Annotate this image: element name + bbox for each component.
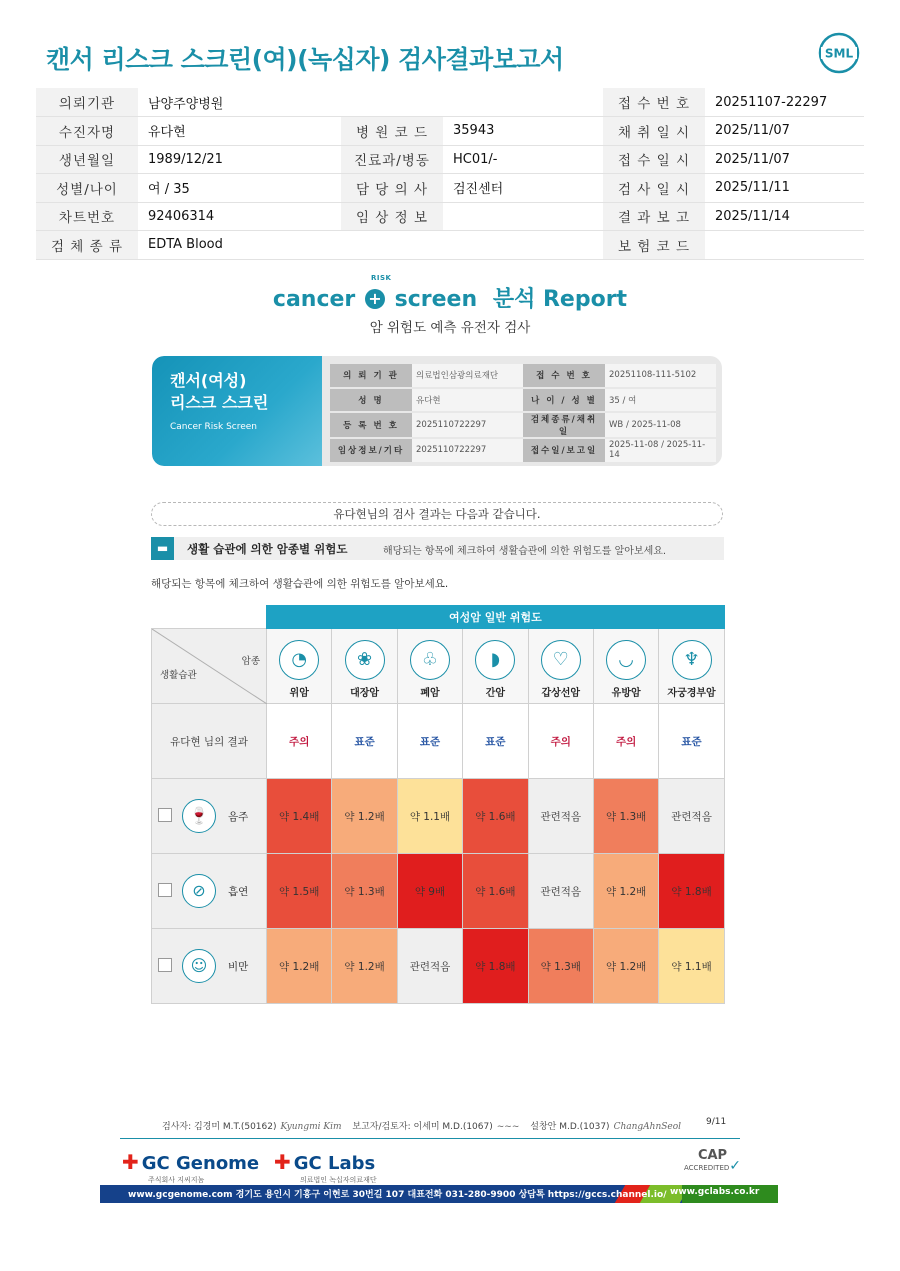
risk-value-cell: 약 1.2배	[332, 779, 397, 854]
tester-signature: Kyungmi Kim	[280, 1122, 342, 1132]
risk-value-cell: 약 1.3배	[528, 929, 593, 1004]
risk-value-cell: 관련적음	[528, 779, 593, 854]
card-row	[330, 439, 716, 462]
card-title-2: 리스크 스크린	[170, 393, 269, 412]
card-info-grid	[330, 362, 716, 464]
card-row	[330, 413, 716, 437]
risk-value-cell: 관련적음	[397, 929, 462, 1004]
result-row-label: 유다현 님의 결과	[152, 704, 267, 779]
info-value: 남양주양병원	[138, 88, 341, 117]
info-value: 2025/11/07	[705, 117, 864, 146]
info-label: 채 취 일 시	[603, 117, 705, 146]
footer-divider	[120, 1138, 740, 1139]
summary-card	[152, 356, 722, 466]
info-label: 검 사 일 시	[603, 174, 705, 203]
info-value: 35943	[443, 117, 603, 146]
section-description: 해당되는 항목에 체크하여 생활습관에 의한 위험도를 알아보세요.	[383, 546, 667, 557]
diagonal-header-cell	[152, 629, 267, 704]
cancer-name: 대장암	[350, 687, 380, 699]
habit-label-cell	[152, 779, 267, 854]
card-label: 성 명	[330, 389, 412, 412]
diag-top-label: 암종	[241, 656, 260, 667]
info-row	[36, 202, 864, 231]
cancer-name: 유방암	[611, 687, 641, 699]
footer-address: www.gcgenome.com 경기도 용인시 기흥구 이현로 30번길 107 대표전화 031-280-9900 상담톡 https://gccs.channel.io/	[128, 1190, 667, 1200]
risk-value-cell: 관련적음	[528, 854, 593, 929]
doctor-signature: ChangAhnSeol	[613, 1122, 682, 1132]
card-label: 임상정보/기타	[330, 439, 412, 462]
cancer-risk-screen-logo	[0, 274, 900, 313]
gc-genome-logo: ✚ GC Genome 주식회사 지씨지놈	[122, 1150, 260, 1184]
section-title: 생활 습관에 의한 암종별 위험도	[187, 542, 348, 556]
info-label: 의뢰기관	[36, 88, 138, 117]
info-value	[705, 231, 864, 260]
report-subtitle: 암 위험도 예측 유전자 검사	[369, 320, 531, 336]
smoking-icon: ⊘	[182, 874, 216, 908]
info-label: 임 상 정 보	[341, 202, 443, 231]
info-value: 유다현	[138, 117, 341, 146]
habit-checkbox[interactable]	[158, 958, 172, 972]
cap-accredited-logo	[684, 1150, 741, 1174]
cancer-header-6	[659, 629, 724, 704]
tester-text: 검사자: 김경미 M.T.(50162)	[162, 1122, 277, 1132]
card-title-en: Cancer Risk Screen	[170, 422, 258, 432]
habit-row	[152, 929, 725, 1004]
result-cell: 표준	[332, 704, 397, 779]
habit-checkbox[interactable]	[158, 808, 172, 822]
info-label: 접 수 번 호	[603, 88, 705, 117]
diag-bottom-label: 생활습관	[160, 670, 197, 681]
risk-value-cell: 약 1.8배	[463, 929, 528, 1004]
risk-value-cell: 약 1.3배	[332, 854, 397, 929]
cancer-header-0	[267, 629, 332, 704]
gc-genome-sub: 주식회사 지씨지놈	[148, 1176, 205, 1184]
card-label: 의 뢰 기 관	[330, 364, 412, 387]
card-label: 검체종류/채취일	[523, 413, 605, 437]
logo-cancer-text: cancer	[272, 287, 356, 312]
gc-cross-icon: ✚	[122, 1150, 139, 1174]
result-cell: 주의	[267, 704, 332, 779]
habit-name: 비만	[228, 961, 249, 973]
info-value: 92406314	[138, 202, 341, 231]
info-label: 검 체 종 류	[36, 231, 138, 260]
card-value: 의료법인삼광의료재단	[412, 364, 523, 387]
cancer-header-5	[593, 629, 658, 704]
result-cell: 표준	[397, 704, 462, 779]
info-label: 수진자명	[36, 117, 138, 146]
liver-icon: ◗	[475, 640, 515, 680]
logo-risk-text: RISK	[370, 274, 392, 282]
logo-screen-text: screen	[394, 287, 478, 312]
result-cell: 표준	[463, 704, 528, 779]
risk-table	[151, 605, 725, 1004]
info-value: 여 / 35	[138, 174, 341, 203]
habit-name: 흡연	[228, 886, 249, 898]
card-row	[330, 389, 716, 412]
result-cell: 주의	[593, 704, 658, 779]
info-value: 2025/11/11	[705, 174, 864, 203]
sml-logo	[818, 32, 860, 74]
info-row	[36, 231, 864, 260]
info-label: 보 험 코 드	[603, 231, 705, 260]
colon-icon: ❀	[345, 640, 385, 680]
info-value	[443, 231, 603, 260]
risk-value-cell: 약 1.5배	[267, 854, 332, 929]
check-icon: ✓	[729, 1158, 742, 1174]
card-label: 접수일/보고일	[523, 439, 605, 462]
info-value	[443, 202, 603, 231]
result-cell: 표준	[659, 704, 724, 779]
drink-icon: 🍷	[182, 799, 216, 833]
gc-labs-logo: ✚ GC Labs 의료법인 녹십자의료재단	[274, 1150, 377, 1184]
risk-value-cell: 약 1.4배	[267, 779, 332, 854]
risk-value-cell: 약 1.6배	[463, 779, 528, 854]
card-title-panel	[152, 356, 322, 466]
cancer-name: 자궁경부암	[667, 687, 716, 699]
risk-value-cell: 약 1.2배	[332, 929, 397, 1004]
cap-text: CAP	[697, 1148, 728, 1163]
info-label: 진료과/병동	[341, 145, 443, 174]
page-title: 캔서 리스크 스크린(여)(녹십자) 검사결과보고서	[46, 45, 564, 74]
cancer-header-1	[332, 629, 397, 704]
patient-info-table	[36, 88, 864, 260]
obesity-icon: ☺	[182, 949, 216, 983]
habit-label-cell	[152, 929, 267, 1004]
bed-icon: ▬	[151, 537, 174, 560]
info-value: 2025/11/07	[705, 145, 864, 174]
stomach-icon: ◔	[279, 640, 319, 680]
card-row	[330, 364, 716, 387]
info-value	[443, 88, 603, 117]
card-value: 35 / 여	[605, 389, 716, 412]
info-label	[341, 231, 443, 260]
cancer-name: 갑상선암	[541, 687, 581, 699]
info-row	[36, 145, 864, 174]
info-row	[36, 88, 864, 117]
card-value: 2025110722297	[412, 439, 523, 462]
card-value: 2025-11-08 / 2025-11-14	[605, 439, 716, 462]
page-number: 9/11	[706, 1117, 727, 1127]
info-value: 20251107-22297	[705, 88, 864, 117]
card-value: 2025110722297	[412, 413, 523, 437]
cancer-name: 폐암	[420, 687, 440, 699]
risk-value-cell: 약 1.6배	[463, 854, 528, 929]
section-header	[151, 537, 724, 560]
info-label: 차트번호	[36, 202, 138, 231]
breast-icon: ◡	[606, 640, 646, 680]
risk-value-cell: 관련적음	[659, 779, 724, 854]
card-value: 20251108-111-5102	[605, 364, 716, 387]
info-label: 성별/나이	[36, 174, 138, 203]
instruction-text: 해당되는 항목에 체크하여 생활습관에 의한 위험도를 알아보세요.	[151, 578, 449, 590]
info-label: 담 당 의 사	[341, 174, 443, 203]
doctor-text: 설창안 M.D.(1037)	[530, 1122, 610, 1132]
habit-label-cell	[152, 854, 267, 929]
habit-row	[152, 854, 725, 929]
info-value: 2025/11/14	[705, 202, 864, 231]
info-value: HC01/-	[443, 145, 603, 174]
habit-name: 음주	[228, 811, 249, 823]
reporter-signature: ~~~	[496, 1122, 520, 1132]
risk-value-cell: 약 1.8배	[659, 854, 724, 929]
cap-accredited-text: ACCREDITED	[684, 1164, 730, 1172]
info-label	[341, 88, 443, 117]
habit-checkbox[interactable]	[158, 883, 172, 897]
risk-value-cell: 약 1.1배	[659, 929, 724, 1004]
gc-labs-sub: 의료법인 녹십자의료재단	[300, 1176, 377, 1184]
result-cell: 주의	[528, 704, 593, 779]
uterus-icon: ♆	[672, 640, 712, 680]
card-label: 등 록 번 호	[330, 413, 412, 437]
cancer-name: 위암	[289, 687, 309, 699]
risk-table-head: 여성암 일반 위험도	[267, 606, 725, 629]
reporter-text: 보고자/검토자: 이세미 M.D.(1067)	[352, 1122, 493, 1132]
footer-bar	[100, 1185, 778, 1203]
sml-logo-text: SML	[824, 46, 854, 61]
info-value: EDTA Blood	[138, 231, 341, 260]
risk-value-cell: 약 9배	[397, 854, 462, 929]
footer-url: www.gclabs.co.kr	[670, 1187, 760, 1197]
info-label: 생년월일	[36, 145, 138, 174]
info-label: 접 수 일 시	[603, 145, 705, 174]
lung-icon: ♧	[410, 640, 450, 680]
card-title-1: 캔서(여성)	[170, 371, 247, 390]
cancer-header-3	[463, 629, 528, 704]
gc-cross-icon: ✚	[274, 1150, 291, 1174]
risk-value-cell: 약 1.2배	[267, 929, 332, 1004]
info-row	[36, 174, 864, 203]
info-label: 병 원 코 드	[341, 117, 443, 146]
card-value: 유다현	[412, 389, 523, 412]
thyroid-icon: ♡	[541, 640, 581, 680]
info-label: 결 과 보 고	[603, 202, 705, 231]
logo-analysis-text: 분석 Report	[492, 287, 628, 312]
habit-row	[152, 779, 725, 854]
info-value: 1989/12/21	[138, 145, 341, 174]
card-label: 나 이 / 성 별	[523, 389, 605, 412]
info-value: 검진센터	[443, 174, 603, 203]
plus-icon: +	[365, 289, 385, 309]
risk-value-cell: 약 1.3배	[593, 779, 658, 854]
cancer-name: 간암	[485, 687, 506, 699]
risk-value-cell: 약 1.1배	[397, 779, 462, 854]
footer-signatures	[162, 1119, 689, 1132]
result-notice: 유다현님의 검사 결과는 다음과 같습니다.	[151, 502, 723, 526]
risk-value-cell: 약 1.2배	[593, 854, 658, 929]
risk-value-cell: 약 1.2배	[593, 929, 658, 1004]
cancer-header-4	[528, 629, 593, 704]
cancer-header-2	[397, 629, 462, 704]
info-row	[36, 117, 864, 146]
card-label: 접 수 번 호	[523, 364, 605, 387]
card-value: WB / 2025-11-08	[605, 413, 716, 437]
